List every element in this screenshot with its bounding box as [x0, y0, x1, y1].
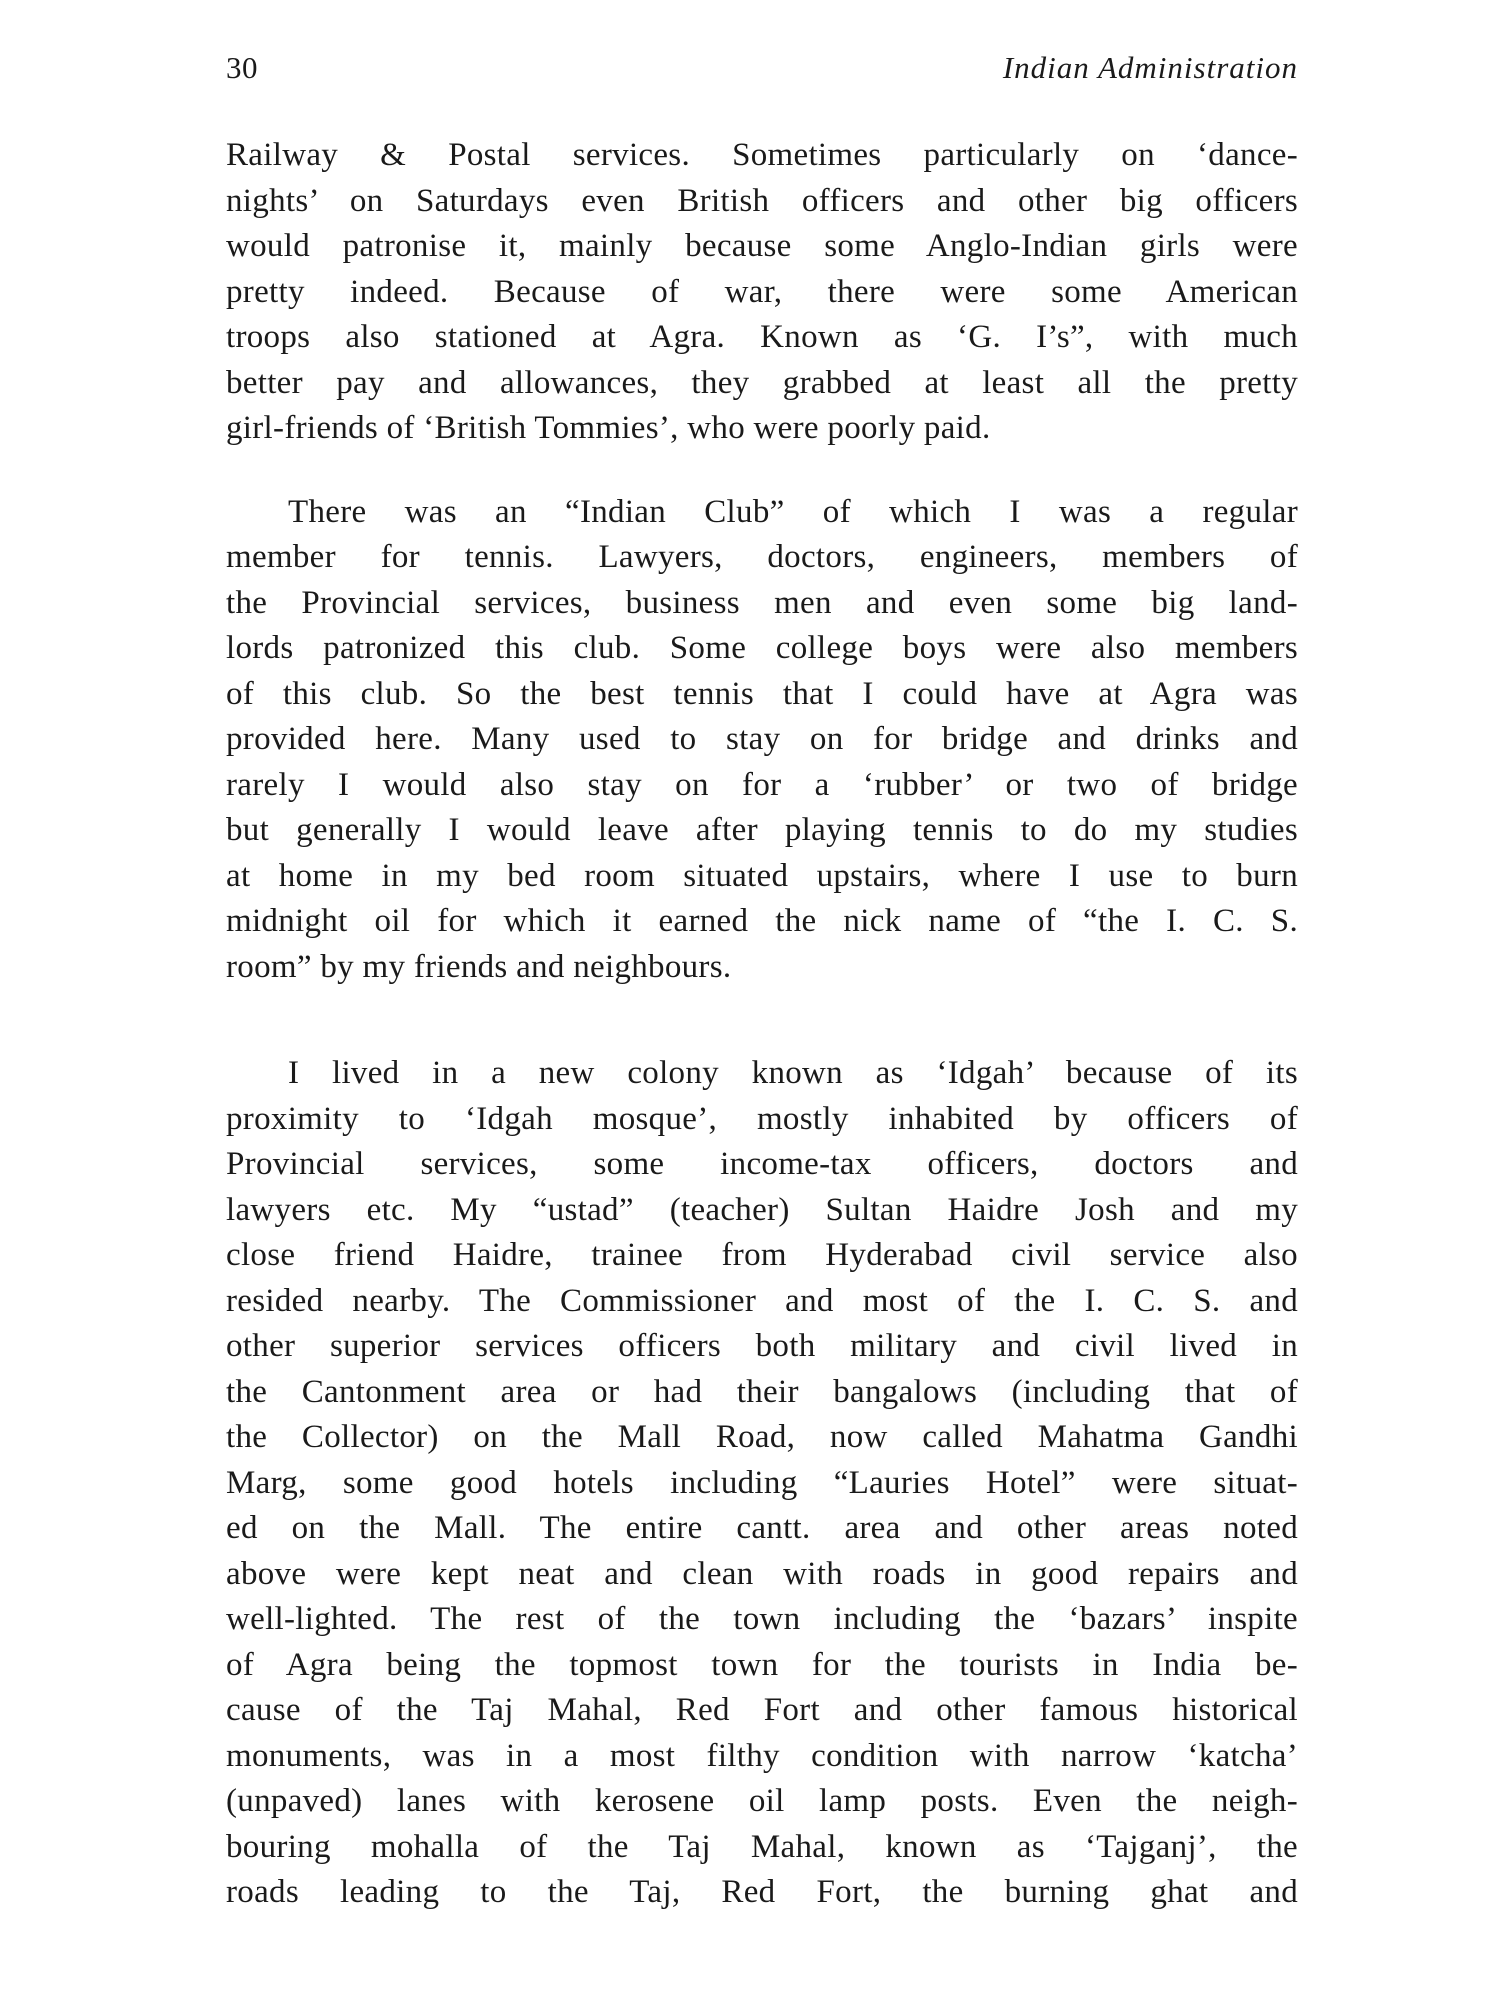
text-line: bouring mohalla of the Taj Mahal, known as ‘Tajganj’, the: [226, 1828, 1298, 1865]
text-line: lawyers etc. My “ustad” (teacher) Sultan Haidre Josh and my: [226, 1191, 1298, 1228]
paragraph-gap: [226, 452, 1298, 490]
text-line: nights’ on Saturdays even British officers and other big officers: [226, 182, 1298, 219]
text-line: room” by my friends and neighbours.: [226, 948, 732, 985]
text-line: resided nearby. The Commissioner and most of the I. C. S. and: [226, 1282, 1298, 1319]
text-line: above were kept neat and clean with roads in good repairs and: [226, 1555, 1298, 1592]
text-line: I lived in a new colony known as ‘Idgah’ because of its: [288, 1055, 1298, 1091]
text-line: other superior services officers both military and civil lived in: [226, 1328, 1298, 1364]
text-line: proximity to ‘Idgah mosque’, mostly inhabited by officers of: [226, 1100, 1298, 1137]
text-line: ed on the Mall. The entire cantt. area and other areas noted: [226, 1510, 1298, 1546]
text-line: cause of the Taj Mahal, Red Fort and other famous historical: [226, 1692, 1298, 1728]
text-line: the Cantonment area or had their bangalows (including that of: [226, 1373, 1298, 1410]
text-line: troops also stationed at Agra. Known as ‘G. I’s”, with much: [226, 319, 1298, 355]
paragraph-2: [226, 490, 1298, 991]
text-line: of this club. So the best tennis that I could have at Agra was: [226, 675, 1298, 712]
body-text: [226, 133, 1298, 1916]
text-line: close friend Haidre, trainee from Hyderabad civil service also: [226, 1237, 1298, 1273]
text-line: the Collector) on the Mall Road, now called Mahatma Gandhi: [226, 1419, 1298, 1455]
text-line: pretty indeed. Because of war, there were some American: [226, 273, 1298, 310]
text-line: girl-friends of ‘British Tommies’, who were poorly paid.: [226, 410, 991, 446]
running-title: Indian Administration: [1002, 50, 1298, 85]
text-line: monuments, was in a most filthy condition with narrow ‘katcha’: [226, 1737, 1298, 1774]
text-line: Marg, some good hotels including “Lauries Hotel” were situat-: [226, 1464, 1298, 1501]
text-line: would patronise it, mainly because some Anglo-Indian girls were: [226, 228, 1298, 264]
page-header: [226, 44, 1298, 92]
text-line: but generally I would leave after playing tennis to do my studies: [226, 812, 1298, 848]
text-line: better pay and allowances, they grabbed at least all the pretty: [226, 364, 1298, 401]
text-line: Provincial services, some income-tax officers, doctors and: [226, 1146, 1298, 1182]
paragraph-1: [226, 133, 1298, 452]
text-line: provided here. Many used to stay on for bridge and drinks and: [226, 721, 1298, 757]
paragraph-3: [226, 1051, 1298, 1916]
text-line: There was an “Indian Club” of which I was a regular: [288, 493, 1298, 530]
paragraph-gap: [226, 990, 1298, 1051]
text-line: (unpaved) lanes with kerosene oil lamp posts. Even the neigh-: [226, 1783, 1298, 1819]
text-line: at home in my bed room situated upstairs, where I use to burn: [226, 857, 1298, 894]
text-line: member for tennis. Lawyers, doctors, engineers, members of: [226, 539, 1298, 575]
text-line: rarely I would also stay on for a ‘rubber’ or two of bridge: [226, 766, 1298, 803]
text-line: roads leading to the Taj, Red Fort, the burning ghat and: [226, 1874, 1298, 1910]
text-line: Railway & Postal services. Sometimes particularly on ‘dance-: [226, 137, 1298, 173]
page-number: 30: [226, 50, 258, 85]
text-line: of Agra being the topmost town for the tourists in India be-: [226, 1646, 1298, 1683]
text-line: well-lighted. The rest of the town including the ‘bazars’ inspite: [226, 1601, 1298, 1637]
text-line: midnight oil for which it earned the nick name of “the I. C. S.: [226, 903, 1298, 939]
text-line: lords patronized this club. Some college boys were also members: [226, 630, 1298, 666]
text-line: the Provincial services, business men and even some big land-: [226, 584, 1298, 621]
